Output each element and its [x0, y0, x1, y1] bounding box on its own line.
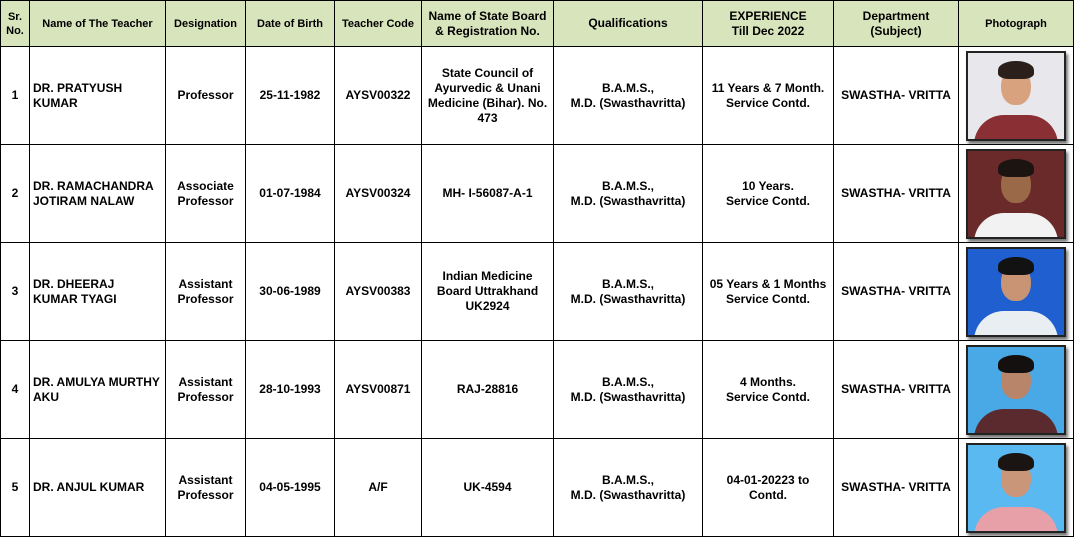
photo-hair — [998, 61, 1034, 79]
table-row — [1, 243, 1074, 341]
date-of-birth: 04-05-1995 — [246, 439, 335, 537]
photo-hair — [998, 257, 1034, 275]
qualifications — [554, 47, 703, 145]
qualifications — [554, 243, 703, 341]
designation: Professor — [166, 47, 246, 145]
department: SWASTHA- VRITTA — [834, 341, 959, 439]
sr-no: 2 — [1, 145, 30, 243]
photograph-cell — [959, 243, 1074, 341]
teacher-photo — [966, 51, 1066, 141]
teacher-photo — [966, 149, 1066, 239]
qualifications — [554, 439, 703, 537]
experience-line2: Service Contd. — [725, 291, 811, 306]
qualification-line2: M.D. (Swasthavritta) — [570, 487, 686, 502]
header-experience-line2: Till Dec 2022 — [731, 23, 805, 38]
sr-no: 5 — [1, 439, 30, 537]
sr-no: 3 — [1, 243, 30, 341]
experience-line1: 04-01-20223 to Contd. — [726, 472, 810, 502]
header-name: Name of The Teacher — [30, 1, 166, 47]
designation: Assistant Professor — [166, 439, 246, 537]
experience — [703, 47, 834, 145]
teacher-code: AYSV00322 — [335, 47, 422, 145]
date-of-birth: 28-10-1993 — [246, 341, 335, 439]
experience — [703, 341, 834, 439]
qualification-line1: B.A.M.S., — [601, 276, 654, 291]
qualification-line1: B.A.M.S., — [601, 374, 654, 389]
teacher-name: DR. DHEERAJ KUMAR TYAGI — [30, 243, 166, 341]
department: SWASTHA- VRITTA — [834, 47, 959, 145]
qualification-line2: M.D. (Swasthavritta) — [570, 291, 686, 306]
header-department-line2: (Subject) — [870, 23, 922, 38]
teacher-code: AYSV00383 — [335, 243, 422, 341]
date-of-birth: 25-11-1982 — [246, 47, 335, 145]
header-sr-no: Sr. No. — [1, 1, 30, 47]
photo-body — [974, 311, 1058, 337]
teacher-photo — [966, 247, 1066, 337]
photograph-cell — [959, 47, 1074, 145]
teacher-name: DR. RAMACHANDRA JOTIRAM NALAW — [30, 145, 166, 243]
state-board-registration: State Council of Ayurvedic & Unani Medicine (Bihar). No. 473 — [422, 47, 554, 145]
table-row — [1, 47, 1074, 145]
qualifications — [554, 341, 703, 439]
header-photograph: Photograph — [959, 1, 1074, 47]
teacher-name: DR. AMULYA MURTHY AKU — [30, 341, 166, 439]
state-board-registration: RAJ-28816 — [422, 341, 554, 439]
photo-body — [974, 409, 1058, 435]
header-qualifications: Qualifications — [554, 1, 703, 47]
qualifications — [554, 145, 703, 243]
sr-no: 4 — [1, 341, 30, 439]
qualification-line2: M.D. (Swasthavritta) — [570, 389, 686, 404]
experience-line2: Service Contd. — [725, 95, 811, 110]
photograph-cell — [959, 145, 1074, 243]
header-department — [834, 1, 959, 47]
qualification-line1: B.A.M.S., — [601, 472, 654, 487]
experience-line1: 4 Months. — [740, 374, 796, 389]
teacher-name: DR. PRATYUSH KUMAR — [30, 47, 166, 145]
date-of-birth: 01-07-1984 — [246, 145, 335, 243]
state-board-registration: Indian Medicine Board Uttrakhand UK2924 — [422, 243, 554, 341]
photo-hair — [998, 355, 1034, 373]
photograph-cell — [959, 439, 1074, 537]
experience — [703, 145, 834, 243]
photo-hair — [998, 159, 1034, 177]
table-row — [1, 145, 1074, 243]
photo-body — [974, 213, 1058, 239]
qualification-line2: M.D. (Swasthavritta) — [570, 193, 686, 208]
table-row — [1, 341, 1074, 439]
experience-line1: 11 Years & 7 Month. — [711, 80, 825, 95]
designation: Assistant Professor — [166, 243, 246, 341]
teacher-photo — [966, 443, 1066, 533]
teacher-code: AYSV00871 — [335, 341, 422, 439]
photograph-cell — [959, 341, 1074, 439]
teacher-code: AYSV00324 — [335, 145, 422, 243]
designation: Assistant Professor — [166, 341, 246, 439]
header-experience-line1: EXPERIENCE — [729, 8, 807, 23]
header-department-line1: Department — [862, 8, 930, 23]
header-teacher-code: Teacher Code — [335, 1, 422, 47]
experience — [703, 243, 834, 341]
department: SWASTHA- VRITTA — [834, 243, 959, 341]
teacher-photo — [966, 345, 1066, 435]
qualification-line1: B.A.M.S., — [601, 80, 654, 95]
header-dob: Date of Birth — [246, 1, 335, 47]
department: SWASTHA- VRITTA — [834, 145, 959, 243]
teacher-code: A/F — [335, 439, 422, 537]
department: SWASTHA- VRITTA — [834, 439, 959, 537]
photo-hair — [998, 453, 1034, 471]
photo-body — [974, 507, 1058, 533]
header-experience — [703, 1, 834, 47]
photo-body — [974, 115, 1058, 141]
sr-no: 1 — [1, 47, 30, 145]
state-board-registration: UK-4594 — [422, 439, 554, 537]
date-of-birth: 30-06-1989 — [246, 243, 335, 341]
header-row — [1, 1, 1074, 47]
qualification-line1: B.A.M.S., — [601, 178, 654, 193]
qualification-line2: M.D. (Swasthavritta) — [570, 95, 686, 110]
experience — [703, 439, 834, 537]
experience-line2: Service Contd. — [725, 193, 811, 208]
experience-line2: Service Contd. — [725, 389, 811, 404]
header-designation: Designation — [166, 1, 246, 47]
experience-line1: 05 Years & 1 Months — [709, 276, 827, 291]
experience-line1: 10 Years. — [742, 178, 794, 193]
header-state-board: Name of State Board & Registration No. — [422, 1, 554, 47]
teacher-name: DR. ANJUL KUMAR — [30, 439, 166, 537]
designation: Associate Professor — [166, 145, 246, 243]
state-board-registration: MH- I-56087-A-1 — [422, 145, 554, 243]
table-row — [1, 439, 1074, 537]
